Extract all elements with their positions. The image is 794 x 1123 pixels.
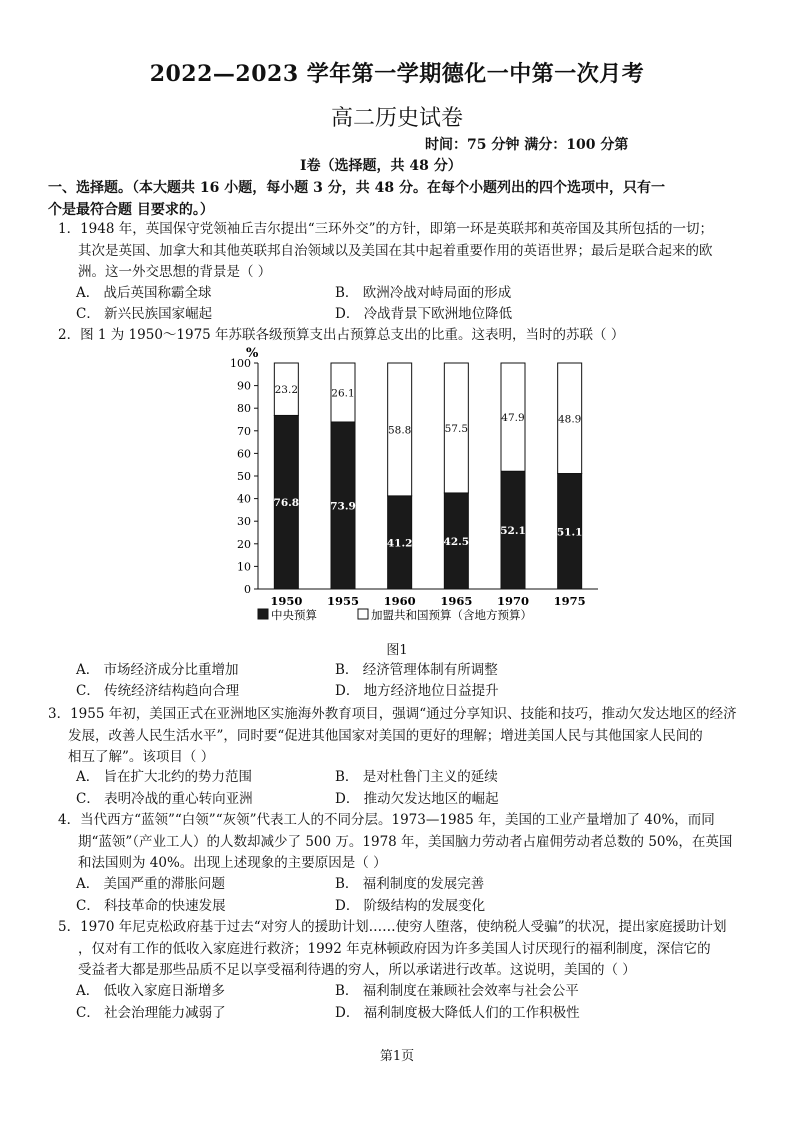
option-d[interactable]: D． 阶级结构的发展变化 [335,898,486,914]
question-text: 3．1955 年初，美国正式在亚洲地区实施海外教育项目，强调“通过分享知识、技能和技巧，推动欠发达地区的经济 [48,706,737,722]
question-text: 4．当代西方“蓝领”“白领”“灰领”代表工人的不同分层。1973—1985 年，美国的工业产量增加了 40%，而同 [58,812,715,828]
exam-subtitle: 高二历史试卷 [330,106,463,131]
instructions [48,177,758,221]
instructions-line: 一、选择题。（本大题共 16 小题，每小题 3 分，共 48 分。在每个小题列出的四个选项中，只有一 [48,180,665,196]
legend-swatch-central [258,609,268,619]
exam-meta: 时间：75 分钟 满分：100 分第 [425,137,629,153]
option-d[interactable]: D． 冷战背景下欧洲地位降低 [335,306,513,322]
question-text: 期“蓝领”（产业工人）的人数却减少了 500 万。1978 年，美国脑力劳动者占雇佣劳动者总数的 50%，在英国 [78,833,733,850]
x-tick-label: 1970 [496,594,530,608]
y-tick-label: 100 [230,357,251,370]
option-a[interactable]: A． 市场经济成分比重增加 [76,662,239,678]
instructions-line: 个是最符合题 目要求的。） [48,202,214,218]
data-label-central: 76.8 [273,497,300,510]
page-number: 第1页 [379,1049,415,1064]
data-label-central: 52.1 [500,525,526,538]
data-label-republic: 23.2 [274,384,299,397]
x-tick-label: 1955 [326,594,360,608]
y-tick-label: 30 [237,515,251,529]
x-tick-label: 1975 [553,594,586,608]
question-5 [58,917,758,982]
question-text: 相互了解”。该项目（ ） [68,749,215,765]
option-c[interactable]: C． 新兴民族国家崛起 [76,306,213,322]
data-label-republic: 48.9 [557,413,582,426]
option-b[interactable]: B． 欧洲冷战对峙局面的形成 [335,285,512,301]
option-d[interactable]: D． 福利制度极大降低人们的工作积极性 [335,1005,580,1021]
question-4 [58,810,758,875]
option-d[interactable]: D． 推动欠发达地区的崛起 [335,791,499,807]
question-text: 和法国则为 40%。出现上述现象的主要原因是（ ） [78,855,387,871]
figure-caption: 图1 [386,643,408,658]
y-tick-label: 90 [237,379,251,393]
section-heading: Ⅰ卷（选择题，共 48 分） [300,158,462,174]
option-c[interactable]: C． 社会治理能力减弱了 [76,1005,226,1021]
option-b[interactable]: B． 经济管理体制有所调整 [335,662,498,678]
option-b[interactable]: B． 福利制度在兼顾社会效率与社会公平 [335,983,579,999]
x-tick-label: 1960 [383,594,416,608]
y-tick-label: 10 [237,560,251,574]
y-tick-label: 80 [237,402,251,416]
option-a[interactable]: A． 美国严重的滞胀问题 [76,876,226,892]
option-c[interactable]: C． 科技革命的快速发展 [76,898,226,914]
budget-chart-svg [218,343,608,633]
question-text: 2．图 1 为 1950～1975 年苏联各级预算支出占预算总支出的比重。这表明，当时的苏联（ ） [58,327,625,343]
y-tick-label: 40 [237,492,251,506]
data-label-central: 42.5 [443,535,470,548]
option-a[interactable]: A． 旨在扩大北约的势力范围 [76,769,253,785]
data-label-republic: 57.5 [444,422,469,435]
budget-chart [218,343,608,633]
question-text: 5．1970 年尼克松政府基于过去“对穷人的援助计划……使穷人堕落，使纳税人受骗”的状况，提出家庭援助计划 [58,919,727,935]
option-b[interactable]: B． 福利制度的发展完善 [335,876,485,892]
option-c[interactable]: C． 传统经济结构趋向合理 [76,683,240,699]
data-label-central: 51.1 [556,526,583,539]
question-3 [48,704,758,769]
data-label-central: 41.2 [386,537,413,550]
exam-title: 2022—2023 学年第一学期德化一中第一次月考 [149,61,645,87]
question-text: ，仅对有工作的低收入家庭进行救济；1992 年克林顿政府因为许多美国人讨厌现行的福利制度，深信它的 [78,940,711,957]
y-tick-label: 20 [237,537,251,551]
option-a[interactable]: A． 战后英国称霸全球 [76,285,212,301]
legend-swatch-republic [358,609,368,619]
option-b[interactable]: B． 是对杜鲁门主义的延续 [335,769,498,785]
y-tick-label: 60 [237,447,251,461]
option-a[interactable]: A． 低收入家庭日渐增多 [76,983,226,999]
question-text: 其次是英国、加拿大和其他英联邦自治领域以及美国在其中起着重要作用的英语世界；最后是联合起来的欧 [78,242,713,259]
option-c[interactable]: C． 表明冷战的重心转向亚洲 [76,791,253,807]
question-text: 发展，改善人民生活水平”，同时要“促进其他国家对美国的更好的理解；增进美国人民与其他国家人民间的 [68,727,703,744]
y-tick-label: 0 [244,583,251,596]
legend-label-republic: 加盟共和国预算（含地方预算） [371,608,532,622]
x-tick-label: 1950 [270,594,303,608]
y-tick-label: 70 [237,424,251,438]
question-text: 1．1948 年，英国保守党领袖丘吉尔提出“三环外交”的方针，即第一环是英联邦和英帝国及其所包括的一切； [58,221,714,237]
question-text: 洲。这一外交思想的背景是（ ） [78,264,272,280]
option-d[interactable]: D． 地方经济地位日益提升 [335,683,499,699]
data-label-republic: 58.8 [387,424,412,437]
question-text: 受益者大都是那些品质不足以享受福利待遇的穷人，所以承诺进行改革。这说明，美国的（ ） [78,962,636,978]
data-label-republic: 47.9 [501,412,525,425]
y-axis-unit: % [246,346,259,361]
x-tick-label: 1965 [440,594,473,608]
data-label-republic: 26.1 [331,387,355,400]
legend-label-central: 中央预算 [271,608,317,622]
question-1 [58,219,758,284]
y-tick-label: 50 [237,470,251,483]
data-label-central: 73.9 [330,500,356,513]
